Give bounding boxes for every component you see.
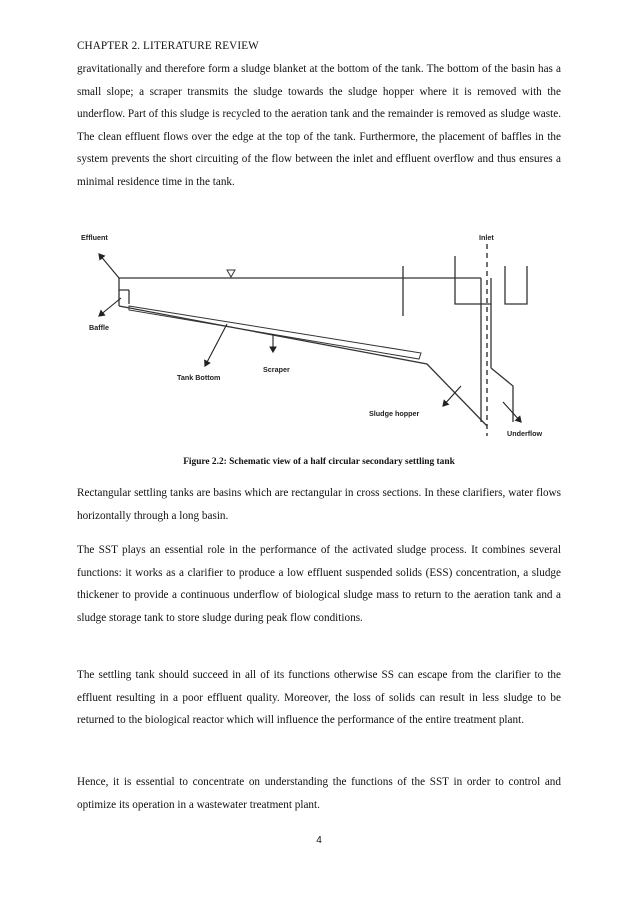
- scraper-label: Scraper: [263, 365, 290, 374]
- figure-caption: Figure 2.2: Schematic view of a half circular secondary settling tank: [183, 457, 455, 467]
- tank-bottom-line: [119, 306, 487, 426]
- paragraph-5: Hence, it is essential to concentrate on understanding the functions of the SST in order to control and optimize its operation in a wastewater treatment plant.: [77, 776, 561, 811]
- sludge-hopper-label: Sludge hopper: [369, 409, 420, 418]
- effluent-weir: [119, 278, 129, 290]
- underflow-label: Underflow: [507, 429, 543, 438]
- paragraph-3: The SST plays an essential role in the performance of the activated sludge process. It combines several functions: it works as a clarifier to produce a low effluent suspended solids (ESS) concentration, a sludge thickener to provide a continuous underflow of biological sludge mass to return to the aeration tank and a sludge storage tank to store sludge during peak flow conditions.: [77, 544, 561, 624]
- sludge-hopper: [491, 368, 513, 422]
- baffle-label: Baffle: [89, 323, 109, 332]
- paragraph-1: gravitationally and therefore form a sludge blanket at the bottom of the tank. The bottom of the basin has a small slope; a scraper transmits the sludge towards the sludge hopper where it is removed with the underflow. Part of this sludge is recycled to the aeration tank and the remainder is removed as sludge waste. The clean effluent flows over the edge at the top of the tank. Furthermore, the placement of baffles in the system prevents the short circuiting of the flow between the inlet and effluent overflow and thus ensures a minimal residence time in the tank.: [77, 63, 561, 188]
- figure-settling-tank: [77, 226, 561, 444]
- inlet-channel: [505, 266, 527, 304]
- settling-tank-diagram: [77, 226, 561, 444]
- effluent-label: Effluent: [81, 233, 108, 242]
- underflow-arrow: [503, 402, 521, 422]
- tank-bottom-label: Tank Bottom: [177, 373, 221, 382]
- baffle-arrow: [99, 298, 121, 316]
- scraper-bar: [129, 306, 421, 359]
- page-number: 4: [316, 835, 322, 846]
- inlet-box: [455, 256, 491, 304]
- water-level-symbol: [227, 270, 235, 277]
- tank-bottom-arrow: [205, 324, 227, 366]
- inlet-label: Inlet: [479, 233, 494, 242]
- effluent-arrow: [99, 254, 119, 278]
- paragraph-4: The settling tank should succeed in all of its functions otherwise SS can escape from the clarifier to the effluent resulting in a poor effluent quality. Moreover, the loss of solids can result in less sludge to be returned to the biological reactor which will influence the performance of the entire treatment plant.: [77, 669, 561, 727]
- paragraph-2: Rectangular settling tanks are basins which are rectangular in cross sections. In these clarifiers, water flows horizontally through a long basin.: [77, 487, 561, 522]
- chapter-header: CHAPTER 2. LITERATURE REVIEW: [77, 40, 259, 52]
